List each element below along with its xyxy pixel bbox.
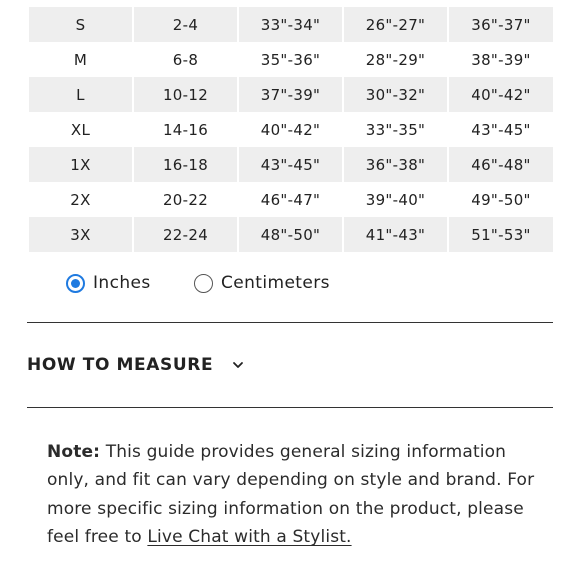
bust-cell: 46"-47": [260, 190, 321, 209]
how-to-measure-label[interactable]: HOW TO MEASURE: [27, 355, 214, 375]
hip-cell: 49"-50": [471, 190, 531, 209]
size-cell: 3X: [29, 217, 132, 252]
table-row: [29, 182, 553, 217]
table-row: [29, 42, 553, 77]
waist-cell: 26"-27": [344, 7, 447, 42]
table-row: [29, 147, 553, 182]
numeric-size-cell: 6-8: [172, 50, 199, 69]
hip-cell: 40"-42": [449, 77, 553, 112]
numeric-size-cell: 22-24: [134, 217, 237, 252]
hip-cell: 46"-48": [449, 147, 553, 182]
inches-label[interactable]: Inches: [93, 273, 151, 293]
chevron-down-icon[interactable]: [231, 358, 245, 372]
divider: [27, 407, 553, 408]
hip-cell: 51"-53": [449, 217, 553, 252]
live-chat-link[interactable]: Live Chat with a Stylist.: [147, 527, 352, 548]
numeric-size-cell: 10-12: [134, 77, 237, 112]
size-cell: 2X: [70, 190, 91, 209]
radio-checked-icon[interactable]: [66, 274, 85, 293]
inches-radio[interactable]: [66, 273, 151, 293]
divider: [27, 322, 553, 323]
size-cell: M: [73, 50, 88, 69]
table-row: [29, 77, 553, 112]
note-text: This guide provides general sizing information only, and fit can vary depending on style and brand. For more specific sizing information on the product, please feel free to: [47, 442, 535, 548]
centimeters-radio[interactable]: [194, 273, 330, 293]
size-chart-body: [29, 7, 553, 252]
unit-toggle: [66, 273, 406, 299]
sizing-note: [47, 438, 547, 552]
waist-cell: 41"-43": [344, 217, 447, 252]
waist-cell: 36"-38": [344, 147, 447, 182]
bust-cell: 35"-36": [260, 50, 321, 69]
bust-cell: 48"-50": [239, 217, 342, 252]
waist-cell: 33"-35": [365, 120, 426, 139]
hip-cell: 38"-39": [471, 50, 531, 69]
bust-cell: 33"-34": [239, 7, 342, 42]
numeric-size-cell: 16-18: [134, 147, 237, 182]
hip-cell: 43"-45": [471, 120, 531, 139]
waist-cell: 30"-32": [344, 77, 447, 112]
note-label: Note:: [47, 442, 101, 462]
size-chart-table: [27, 7, 555, 252]
size-cell: 1X: [29, 147, 132, 182]
table-row: [29, 217, 553, 252]
waist-cell: 39"-40": [365, 190, 426, 209]
hip-cell: 36"-37": [449, 7, 553, 42]
how-to-measure-toggle[interactable]: [27, 352, 245, 378]
bust-cell: 40"-42": [260, 120, 321, 139]
waist-cell: 28"-29": [365, 50, 426, 69]
size-cell: S: [29, 7, 132, 42]
numeric-size-cell: 2-4: [134, 7, 237, 42]
size-cell: L: [29, 77, 132, 112]
numeric-size-cell: 14-16: [162, 120, 209, 139]
centimeters-label[interactable]: Centimeters: [221, 273, 330, 293]
bust-cell: 43"-45": [239, 147, 342, 182]
radio-unchecked-icon[interactable]: [194, 274, 213, 293]
size-cell: XL: [70, 120, 91, 139]
table-row: [29, 112, 553, 147]
table-row: [29, 7, 553, 42]
numeric-size-cell: 20-22: [162, 190, 209, 209]
bust-cell: 37"-39": [239, 77, 342, 112]
